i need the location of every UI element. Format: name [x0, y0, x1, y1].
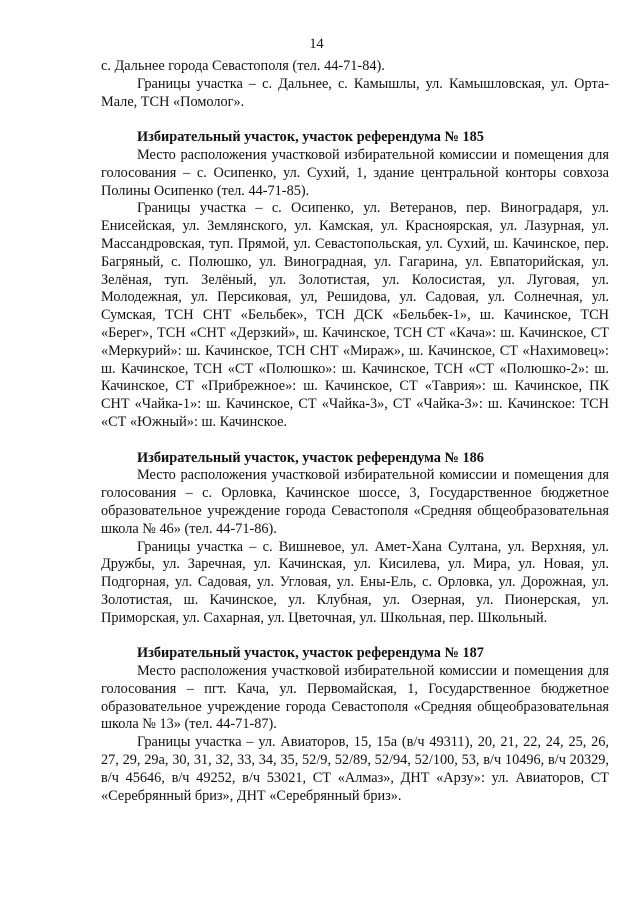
precinct-186	[101, 450, 609, 628]
spacer	[101, 111, 609, 129]
document-body	[101, 58, 609, 805]
page-number: 14	[309, 36, 324, 52]
spacer	[101, 628, 609, 646]
intro-borders: Границы участка – с. Дальнее, с. Камышлы, ул. Камышловская, ул. Орта-Мале, ТСН «Помолог».	[101, 75, 609, 110]
precinct-location: Место расположения участковой избирательной комиссии и помещения для голосования – с. Орловка, Качинское шоссе, 3, Государственное бюджетное образовательное учреждение города Севастополя «Средняя общеобразовательная школа № 46» (тел. 44-71-86).	[101, 467, 609, 537]
precinct-location: Место расположения участковой избирательной комиссии и помещения для голосования – пгт. Кача, ул. Первомайская, 1, Государственное бюджетное образовательное учреждение города Севастополя «Средняя общеобразовательная школа № 13» (тел. 44-71-87).	[101, 663, 609, 733]
precinct-title: Избирательный участок, участок референдума № 187	[137, 645, 484, 662]
precinct-borders: Границы участка – с. Осипенко, ул. Ветеранов, пер. Виноградаря, ул. Енисейская, ул. Землянского, ул. Камская, ул. Красноярская, ул. Лазурная, ул. Массандровская, туп. Прямой, ул. Севастопольская, ул. Сухий, ш. Качинское, пер. Багряный, с. Полюшко, ул. Виноградная, ул. Гагарина, ул. Евпаторийская, ул. Зелёная, туп. Зелёный, ул. Золотистая, ул. Колосистая, ул. Луговая, ул. Молодежная, ул. Персиковая, ул, Решидова, ул. Садовая, ул. Солнечная, ул. Сумская, ТСН СНТ «Бельбек», ТСН ДСК «Бельбек-1», ш. Качинское, ТСН «Берег», ТСН «СНТ «Дерзкий», ш. Качинское, ТСН СТ «Кача»: ш. Качинское, СТ «Меркурий»: ш. Качинское, ТСН СНТ «Мираж», ш. Качинское, СТ «Нахимовец»: ш. Качинское, ТСН «СТ «Полюшко»: ш. Качинское, ТСН «СТ «Полюшко-2»: ш. Качинское, СТ «Прибрежное»: ш. Качинское, СТ «Таврия»: ш. Качинское, ПК СНТ «Чайка-1»: ш. Качинское, СТ «Чайка-3», СТ «Чайка-3»: ш. Качинское: ТСН «СТ «Южный»: ш. Качинское.	[101, 200, 609, 430]
precinct-title: Избирательный участок, участок референдума № 185	[137, 129, 484, 146]
precinct-title: Избирательный участок, участок референдума № 186	[137, 449, 484, 466]
precinct-borders: Границы участка – ул. Авиаторов, 15, 15а (в/ч 49311), 20, 21, 22, 24, 25, 26, 27, 29, 29а, 30, 31, 32, 33, 34, 35, 52/9, 52/89, 52/94, 52/100, 53, в/ч 10496, в/ч 20329, в/ч 45646, в/ч 49252, в/ч 53021, СТ «Алмаз», ДНТ «Арзу»: ул. Авиаторов, СТ «Серебрянный бриз», ДНТ «Серебрянный бриз».	[101, 734, 609, 804]
precinct-187	[101, 645, 609, 805]
precinct-185	[101, 129, 609, 432]
spacer	[101, 432, 609, 450]
intro-line: с. Дальнее города Севастополя (тел. 44-71-84).	[101, 58, 385, 74]
precinct-location: Место расположения участковой избирательной комиссии и помещения для голосования – с. Осипенко, ул. Сухий, 1, здание центральной конторы совхоза Полины Осипенко (тел. 44-71-85).	[101, 146, 609, 199]
precinct-borders: Границы участка – с. Вишневое, ул. Амет-Хана Султана, ул. Верхняя, ул. Дружбы, ул. Заречная, ул. Качинская, ул. Кисилева, ул. Мира, ул. Новая, ул. Подгорная, ул. Садовая, ул. Угловая, ул. Ены-Ель, с. Орловка, ул. Дорожная, ул. Золотистая, ш. Качинское, ул. Клубная, ул. Озерная, ул. Пионерская, ул. Приморская, ул. Сахарная, ул. Цветочная, ул. Школьная, пер. Школьный.	[101, 538, 609, 626]
